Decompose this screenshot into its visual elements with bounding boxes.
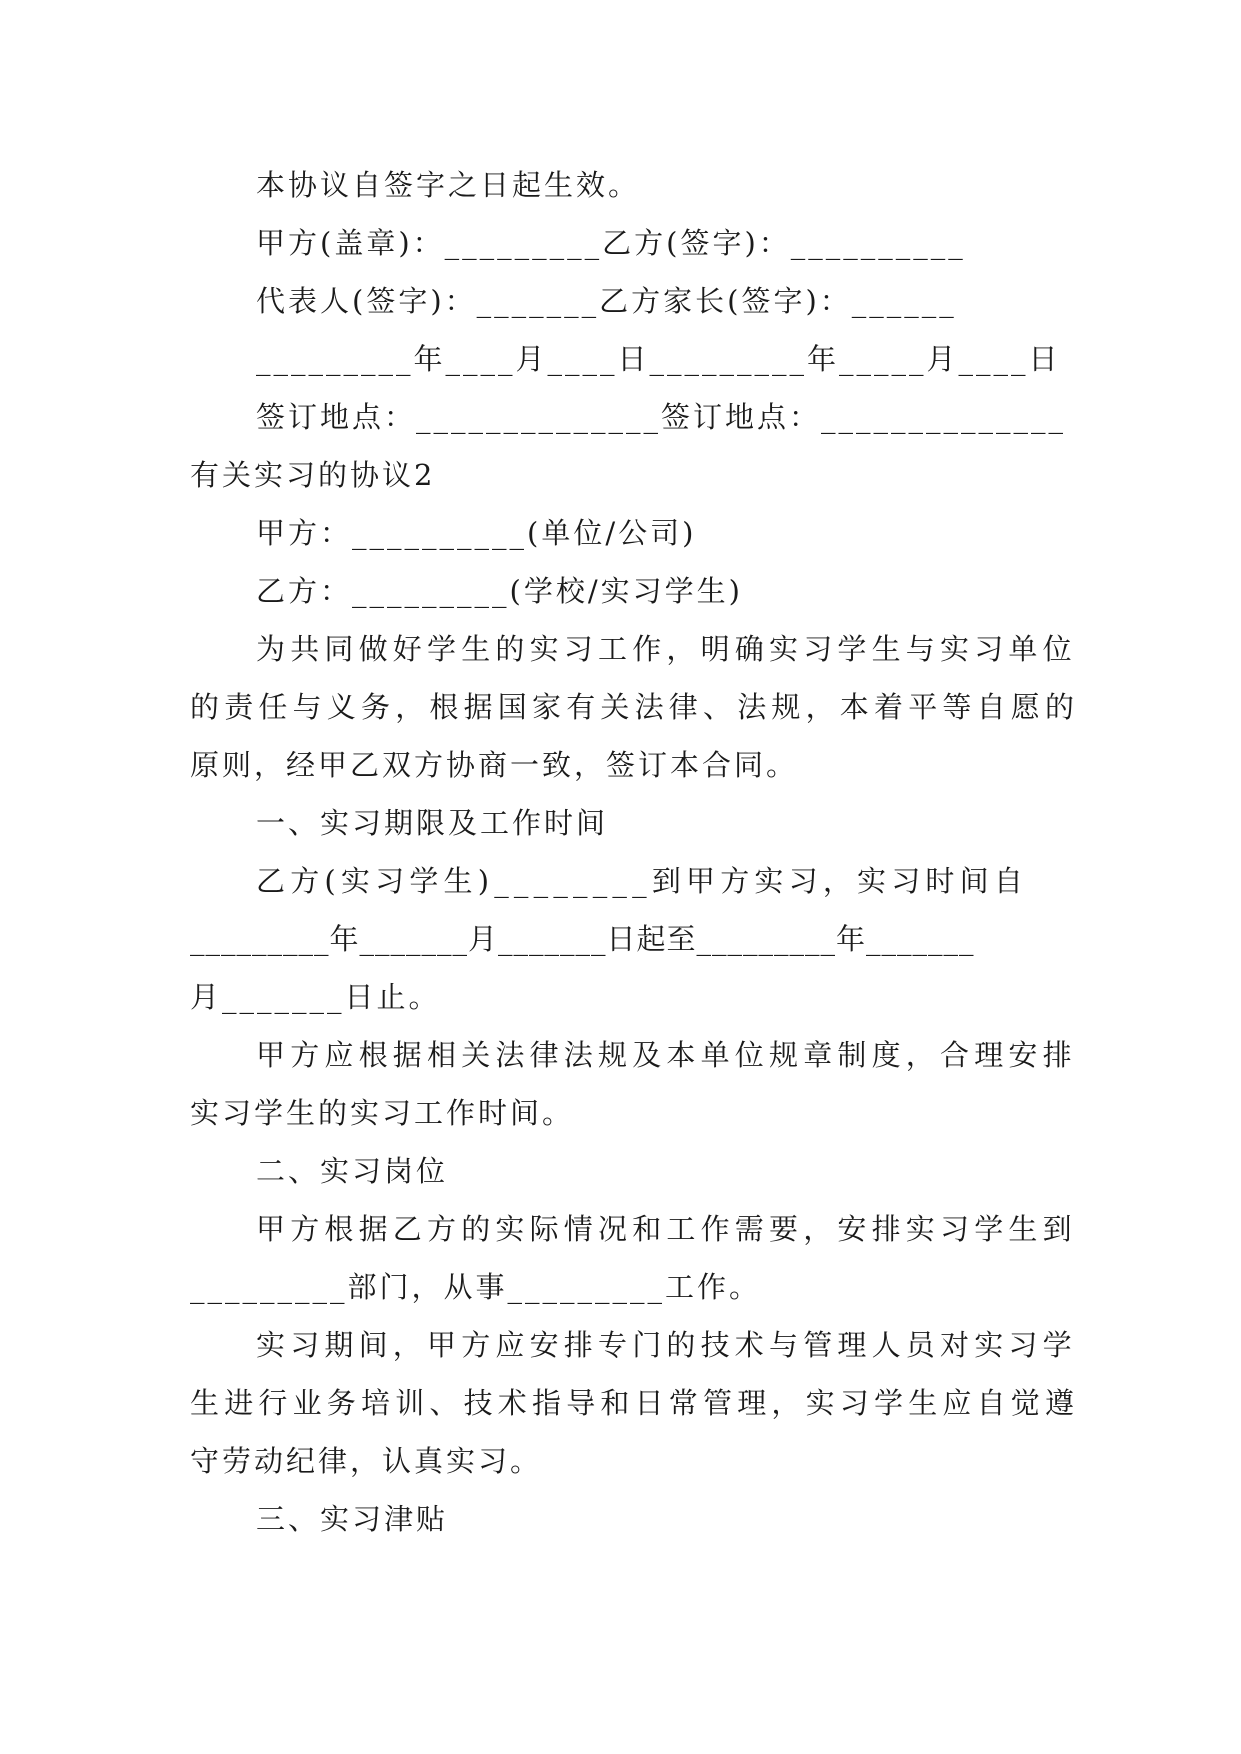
signing-place-line: 签订地点：______________签订地点：______________ <box>256 400 1067 434</box>
effective-clause: 本协议自签字之日起生效。 <box>256 168 641 202</box>
paragraph-line: 原则，经甲乙双方协商一致，签订本合同。 <box>190 748 799 782</box>
clause-heading: 一、实习期限及工作时间 <box>256 806 609 840</box>
paragraph-line: _________部门，从事_________工作。 <box>190 1270 762 1304</box>
paragraph-line: 为共同做好学生的实习工作，明确实习学生与实习单位 <box>256 632 1077 666</box>
paragraph-line: 乙方(实习学生)________到甲方实习，实习时间自 <box>256 864 1029 898</box>
paragraph-line: 甲方应根据相关法律法规及本单位规章制度，合理安排 <box>256 1038 1077 1072</box>
signature-line-representative: 代表人(签字)：_______乙方家长(签字)：______ <box>256 284 957 318</box>
paragraph-line: 守劳动纪律，认真实习。 <box>190 1444 543 1478</box>
paragraph-line: _________年_______月_______日起至_________年_______ <box>190 922 975 956</box>
paragraph-line: 实习期间，甲方应安排专门的技术与管理人员对实习学 <box>256 1328 1077 1362</box>
paragraph-line: 甲方根据乙方的实际情况和工作需要，安排实习学生到 <box>256 1212 1077 1246</box>
party-a-line: 甲方：__________(单位/公司) <box>256 516 697 550</box>
clause-heading: 三、实习津贴 <box>256 1502 449 1536</box>
paragraph-line: 实习学生的实习工作时间。 <box>190 1096 575 1130</box>
clause-heading: 二、实习岗位 <box>256 1154 449 1188</box>
paragraph-line: 生进行业务培训、技术指导和日常管理，实习学生应自觉遵 <box>190 1386 1080 1420</box>
date-line: _________年____月____日_________年_____月____日 <box>256 342 1061 376</box>
paragraph-line: 月_______日止。 <box>190 980 441 1014</box>
signature-line-party-a: 甲方(盖章)：_________乙方(签字)：__________ <box>256 226 966 260</box>
section-title: 有关实习的协议2 <box>190 458 436 492</box>
party-b-line: 乙方：_________(学校/实习学生) <box>256 574 743 608</box>
paragraph-line: 的责任与义务，根据国家有关法律、法规，本着平等自愿的 <box>190 690 1080 724</box>
